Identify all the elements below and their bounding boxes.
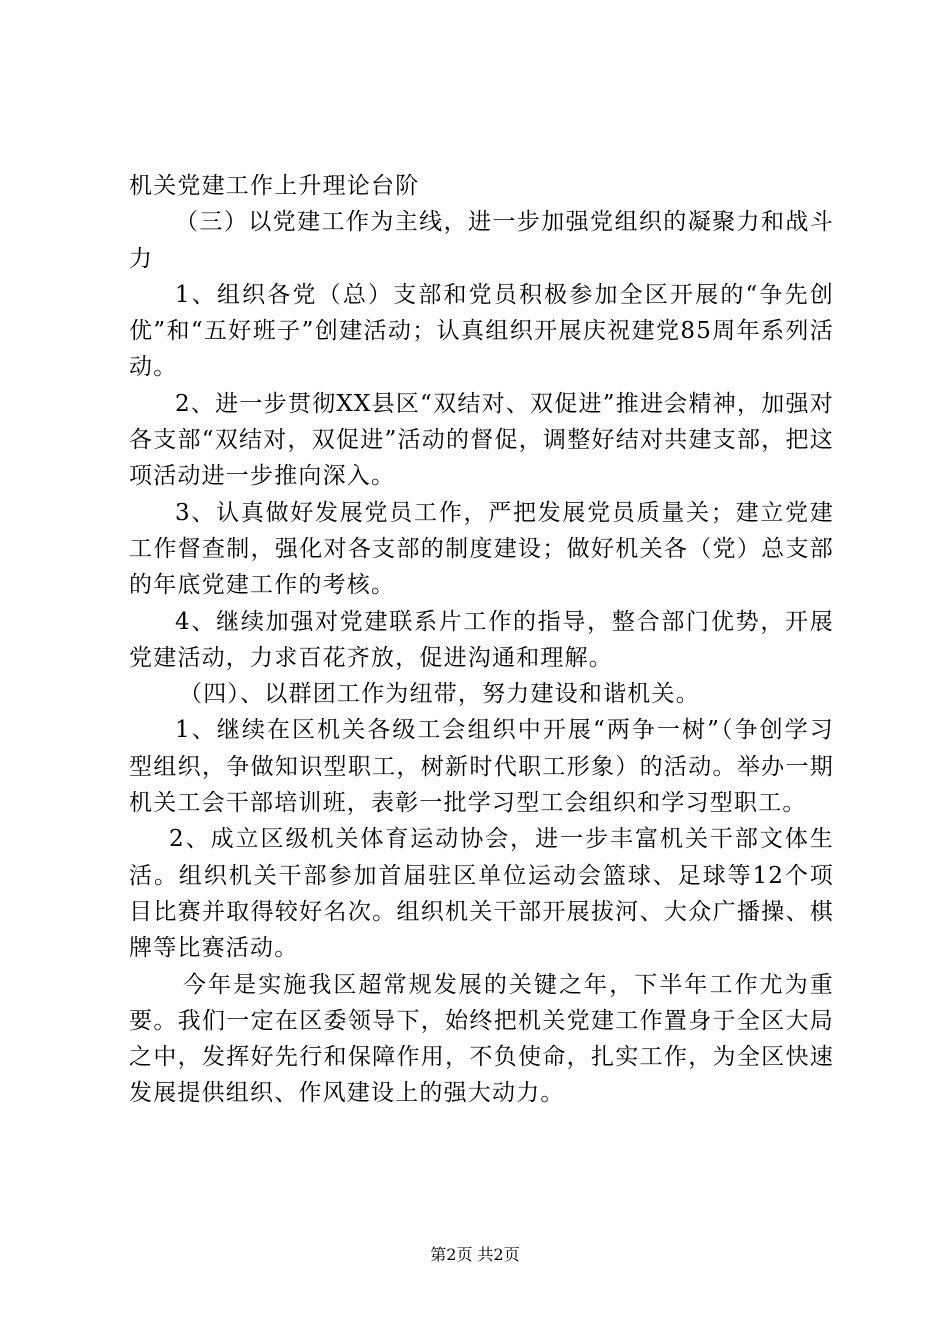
paragraph-conclusion: 今年是实施我区超常规发展的关键之年，下半年工作尤为重要。我们一定在区委领导下，始终把机关党建工作置身于全区大局之中，发挥好先行和保障作用，不负使命，扎实工作，为全区快速发展提供组织、作风建设上的强大动力。 <box>129 971 834 1107</box>
paragraph-group-item-1: 1、继续在区机关各级工会组织中开展“两争一树”（争创学习型组织，争做知识型职工，树新时代职工形象）的活动。举办一期机关工会干部培训班，表彰一批学习型工会组织和学习型职工。 <box>129 717 834 817</box>
paragraph-group-item-2: 2、成立区级机关体育运动协会，进一步丰富机关干部文体生活。组织机关干部参加首届驻区单位运动会篮球、足球等12个项目比赛并取得较好名次。组织机关干部开展拔河、大众广播操、棋牌等比赛活动。 <box>129 826 834 962</box>
paragraph-section-four: （四）、以群团工作为纽带，努力建设和谐机关。 <box>179 681 700 708</box>
paragraph-item-4: 4、继续加强对党建联系片工作的指导，整合部门优势，开展党建活动，力求百花齐放，促进沟通和理解。 <box>129 608 834 671</box>
paragraph-section-three: （三）以党建工作为主线，进一步加强党组织的凝聚力和战斗力 <box>129 209 834 272</box>
document-body <box>129 168 834 1112</box>
page-number-footer: 第2页 共2页 <box>430 1245 520 1264</box>
paragraph-item-3: 3、认真做好发展党员工作，严把发展党员质量关；建立党建工作督查制，强化对各支部的制度建设；做好机关各（党）总支部的年底党建工作的考核。 <box>129 499 834 599</box>
paragraph-heading-line: 机关党建工作上升理论台阶 <box>129 173 420 199</box>
paragraph-item-1: 1、组织各党（总）支部和党员积极参加全区开展的“争先创优”和“五好班子”创建活动；认真组织开展庆祝建党85周年系列活动。 <box>129 281 834 381</box>
paragraph-item-2: 2、进一步贯彻XX县区“双结对、双促进”推进会精神，加强对各支部“双结对，双促进”活动的督促，调整好结对共建支部，把这项活动进一步推向深入。 <box>129 390 834 490</box>
